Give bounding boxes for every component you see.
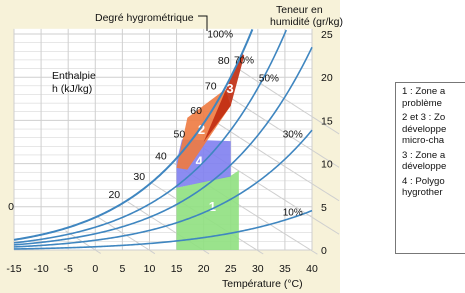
x-tick-label: 20 <box>197 263 210 275</box>
enthalpy-title-line2: h (kJ/kg) <box>52 83 93 95</box>
x-tick-label: -5 <box>63 263 73 275</box>
moisture-axis-title-line2: humidité (gr/kg) <box>270 16 343 28</box>
hygrometry-title: Degré hygrométrique <box>95 12 194 24</box>
moisture-axis-title-line1: Teneur en <box>276 4 323 16</box>
legend-item-3: 3 : Zone a développe <box>402 149 447 172</box>
rh-label: 70% <box>233 55 254 67</box>
x-tick-label: 5 <box>119 263 126 275</box>
rh-label: 10% <box>282 207 303 219</box>
enthalpy-tick-label: 30 <box>133 170 146 183</box>
x-tick-label: -10 <box>33 263 49 275</box>
y-tick-label: 0 <box>321 245 327 257</box>
x-tick-label: -15 <box>6 263 22 275</box>
y-tick-label: 5 <box>321 201 327 214</box>
enthalpy-tick-label: 0 <box>8 201 14 213</box>
x-tick-label: 35 <box>279 263 291 275</box>
x-tick-label: 0 <box>92 263 99 275</box>
x-tick-label: 10 <box>143 263 156 275</box>
legend-item-2: 2 et 3 : Zo développe micro-cha <box>402 112 447 146</box>
zone-label-1: 1 <box>208 198 216 214</box>
x-tick-label: 40 <box>306 263 318 275</box>
legend-box <box>395 82 465 254</box>
plot-area <box>14 29 312 250</box>
enthalpy-tick-label: 20 <box>108 189 121 202</box>
enthalpy-tick-label: 70 <box>204 80 217 93</box>
enthalpy-tick-label: 80 <box>217 55 230 68</box>
zone-label-3: 3 <box>226 81 234 97</box>
enthalpy-tick-label: 40 <box>155 150 167 163</box>
rh-label: 100% <box>207 29 234 41</box>
y-tick-label: 15 <box>321 115 333 128</box>
y-tick-label: 20 <box>321 72 333 85</box>
zone-label-4: 4 <box>195 153 203 169</box>
rh-label: 50% <box>258 73 279 85</box>
legend-item-1: 1 : Zone a problème <box>402 86 446 109</box>
zone-label-2: 2 <box>197 122 206 138</box>
enthalpy-tick-label: 50 <box>173 128 186 141</box>
x-tick-label: 15 <box>170 263 183 275</box>
y-tick-label: 25 <box>321 29 333 41</box>
x-tick-label: 25 <box>224 263 237 275</box>
temperature-axis-title: Température (°C) <box>222 278 303 290</box>
enthalpy-tick-label: 60 <box>190 104 202 117</box>
x-tick-label: 30 <box>251 263 264 275</box>
rh-label: 30% <box>282 129 303 141</box>
enthalpy-title-line1: Enthalpie <box>52 70 96 82</box>
y-tick-label: 10 <box>321 158 333 171</box>
legend-item-4: 4 : Polygo hygrother <box>402 175 445 198</box>
